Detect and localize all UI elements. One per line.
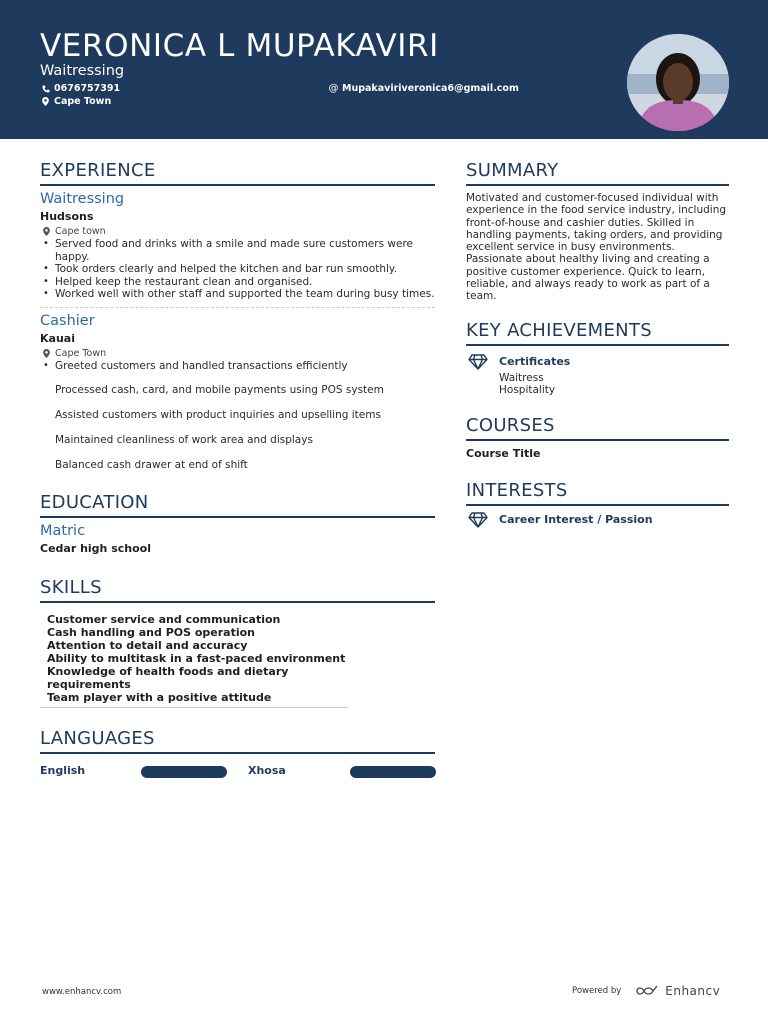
email-address[interactable]: Mupakaviriveronica6@gmail.com <box>342 83 519 94</box>
job-location-text: Cape town <box>55 226 106 237</box>
contact-phone <box>40 83 120 94</box>
job-bullets <box>40 238 435 301</box>
summary-section <box>466 160 729 303</box>
footer-powered-by <box>572 984 720 998</box>
job-bullet: • Worked well with other staff and supported the team during busy times. <box>40 288 435 301</box>
company-name: Kauai <box>40 331 75 345</box>
company-name: Hudsons <box>40 210 94 223</box>
candidate-role: Waitressing <box>40 63 125 79</box>
language-level-bar <box>141 766 227 778</box>
footer-website[interactable]: www.enhancv.com <box>42 987 122 997</box>
contact-location <box>40 96 111 107</box>
summary-heading: SUMMARY <box>466 160 729 186</box>
job-location-text: Cape Town <box>55 347 107 359</box>
degree-title: Matric <box>40 523 86 539</box>
summary-text: Motivated and customer-focused individual with experience in the food service industry, including front-of-house and cashier duties. Skilled in handling payments, taking orders, and providing excellent service in busy environments. Passionate about healthy living and creating a positive customer experience. Quick to learn, reliable, and always ready to work as part of a team. <box>466 192 727 303</box>
location-pin-icon <box>40 227 52 236</box>
experience-entry <box>40 190 435 301</box>
job-title: Waitressing <box>40 191 125 207</box>
achievement-desc-line: Waitress <box>499 371 544 384</box>
job-bullet: • Took orders clearly and helped the kitchen and bar run smoothly. <box>40 263 435 276</box>
language-name: English <box>40 764 86 777</box>
job-bullets <box>40 360 435 373</box>
enhancv-logo-mark-icon <box>635 985 661 997</box>
candidate-name: VERONICA L MUPAKAVIRI <box>40 28 439 64</box>
skill-item: Knowledge of health foods and dietary requirements <box>47 665 289 691</box>
languages-heading: LANGUAGES <box>40 728 435 754</box>
course-title: Course Title <box>466 446 541 460</box>
at-sign-icon: @ <box>328 83 339 94</box>
diamond-icon <box>466 354 490 374</box>
achievements-heading: KEY ACHIEVEMENTS <box>466 320 729 346</box>
language-name: Xhosa <box>248 764 286 777</box>
entry-divider <box>40 307 435 308</box>
skill-item: Customer service and communication <box>47 613 281 626</box>
skills-heading: SKILLS <box>40 577 435 603</box>
enhancv-logo[interactable] <box>635 984 720 998</box>
skill-item: Attention to detail and accuracy <box>47 639 248 652</box>
job-line: Assisted customers with product inquiries and upselling items <box>55 409 381 421</box>
location-text: Cape Town <box>54 96 112 107</box>
job-bullet: • Served food and drinks with a smile and made sure customers were happy. <box>40 238 435 263</box>
contact-email <box>328 83 519 94</box>
job-location <box>40 347 435 360</box>
enhancv-brand-text: Enhancv <box>665 984 721 998</box>
experience-section <box>40 160 435 472</box>
education-heading: EDUCATION <box>40 492 435 518</box>
job-line: Maintained cleanliness of work area and displays <box>55 434 313 446</box>
resume-header <box>0 0 768 139</box>
experience-heading: EXPERIENCE <box>40 160 435 186</box>
location-pin-icon <box>40 349 52 358</box>
languages-section <box>40 728 435 784</box>
job-line: Balanced cash drawer at end of shift <box>55 459 248 471</box>
diamond-icon <box>466 512 490 532</box>
right-column <box>466 160 729 546</box>
skills-list <box>40 613 348 708</box>
languages-row <box>40 764 435 784</box>
courses-heading: COURSES <box>466 415 729 441</box>
courses-section <box>466 415 729 460</box>
job-title: Cashier <box>40 312 95 329</box>
education-section <box>40 492 435 555</box>
job-bullet: • Helped keep the restaurant clean and organised. <box>40 276 435 289</box>
skills-section <box>40 577 435 708</box>
left-column <box>40 160 435 798</box>
job-line: Processed cash, card, and mobile payments using POS system <box>55 384 384 396</box>
achievement-desc-line: Hospitality <box>499 384 556 397</box>
experience-entry <box>40 312 435 473</box>
achievement-title: Certificates <box>499 354 571 368</box>
interest-title: Career Interest / Passion <box>499 512 653 526</box>
achievements-section <box>466 320 729 397</box>
interests-section <box>466 480 729 532</box>
job-location <box>40 225 435 238</box>
phone-number[interactable]: 0676757391 <box>54 83 121 94</box>
powered-by-label: Powered by <box>572 986 622 996</box>
skill-item: Team player with a positive attitude <box>47 691 272 704</box>
skill-item: Ability to multitask in a fast-paced environment <box>47 652 346 665</box>
location-pin-icon <box>40 96 51 107</box>
school-name: Cedar high school <box>40 542 152 555</box>
interest-item <box>466 512 729 532</box>
job-bullet: • Greeted customers and handled transactions efficiently <box>40 360 435 373</box>
job-extra-lines <box>40 384 435 472</box>
profile-photo <box>627 34 729 131</box>
language-level-bar <box>350 766 436 778</box>
interests-heading: INTERESTS <box>466 480 729 506</box>
achievement-item <box>466 354 729 397</box>
phone-icon <box>40 83 51 94</box>
skill-item: Cash handling and POS operation <box>47 626 256 639</box>
